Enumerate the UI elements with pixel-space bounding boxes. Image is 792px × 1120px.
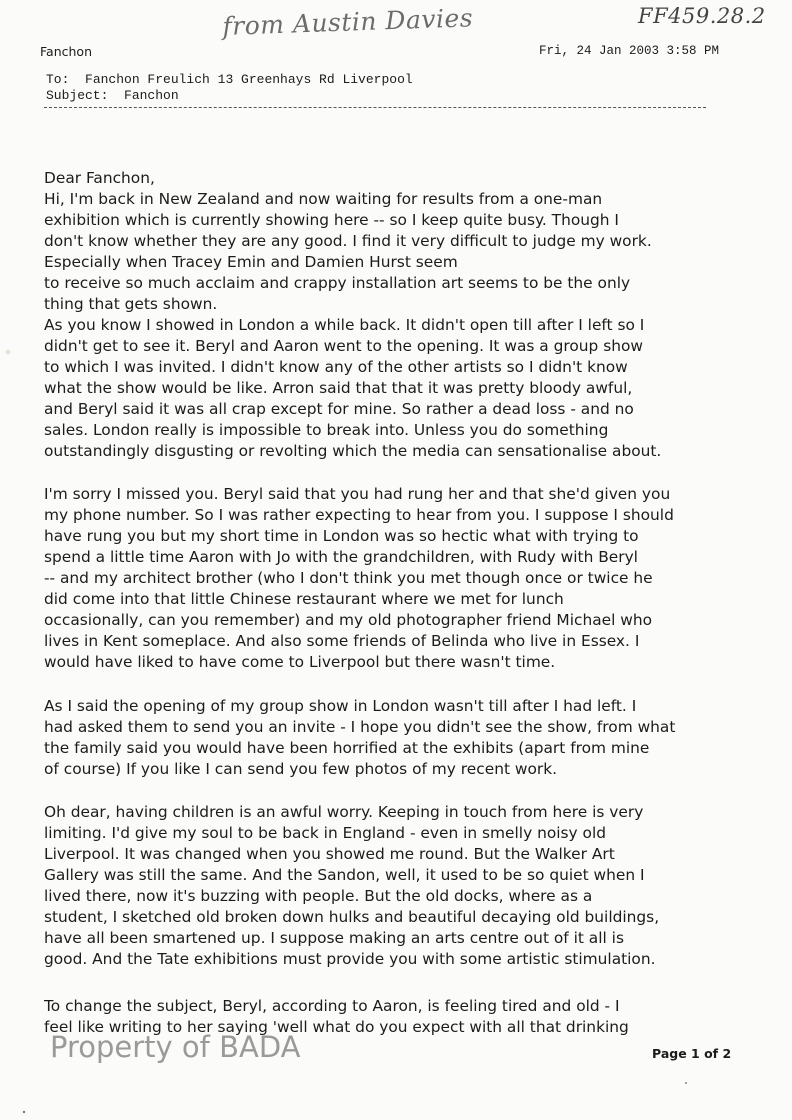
watermark: Property of BADA <box>50 1030 301 1064</box>
body-line: have all been smartened up. I suppose making an arts centre out of it all is <box>44 929 624 947</box>
scan-speck <box>23 1111 25 1113</box>
body-line: to which I was invited. I didn't know any of the other artists so I didn't know <box>44 358 628 376</box>
body-line: have rung you but my short time in London was so hectic what with trying to <box>44 527 639 545</box>
body-line: student, I sketched old broken down hulks and beautiful decaying old buildings, <box>44 908 660 926</box>
body-line: lives in Kent someplace. And also some friends of Belinda who live in Essex. I <box>44 632 640 650</box>
body-line: didn't get to see it. Beryl and Aaron went to the opening. It was a group show <box>44 337 643 355</box>
body-line: what the show would be like. Arron said that that it was pretty bloody awful, <box>44 379 633 397</box>
body-line: outstandingly disgusting or revolting which the media can sensationalise about. <box>44 442 662 460</box>
body-line: limiting. I'd give my soul to be back in England - even in smelly noisy old <box>44 824 606 842</box>
body-line: Liverpool. It was changed when you showed me round. But the Walker Art <box>44 845 615 863</box>
archive-reference-number: FF459.28.2 <box>638 4 766 28</box>
to-value: Fanchon Freulich 13 Greenhays Rd Liverpool <box>85 72 413 87</box>
sent-date: Fri, 24 Jan 2003 3:58 PM <box>539 44 720 58</box>
body-line: As I said the opening of my group show in London wasn't till after I had left. I <box>44 697 637 715</box>
subject-value: Fanchon <box>124 88 179 103</box>
body-line: don't know whether they are any good. I find it very difficult to judge my work. <box>44 232 652 250</box>
body-line: my phone number. So I was rather expecting to hear from you. I suppose I should <box>44 506 674 524</box>
body-line: did come into that little Chinese restaurant where we met for lunch <box>44 590 564 608</box>
to-label: To: <box>46 72 70 87</box>
body-line: spend a little time Aaron with Jo with the grandchildren, with Rudy with Beryl <box>44 548 638 566</box>
body-line: Hi, I'm back in New Zealand and now waiting for results from a one-man <box>44 190 603 208</box>
body-line: would have liked to have come to Liverpool but there wasn't time. <box>44 653 556 671</box>
sender-name: Fanchon <box>40 44 92 59</box>
body-line: -- and my architect brother (who I don't think you met though once or twice he <box>44 569 653 587</box>
body-line: and Beryl said it was all crap except for mine. So rather a dead loss - and no <box>44 400 634 418</box>
body-line: lived there, now it's buzzing with people. But the old docks, where as a <box>44 887 593 905</box>
body-line: occasionally, can you remember) and my old photographer friend Michael who <box>44 611 653 629</box>
handwritten-note: from Austin Davies <box>222 3 474 41</box>
body-line: Oh dear, having children is an awful worry. Keeping in touch from here is very <box>44 803 644 821</box>
body-line: of course) If you like I can send you few photos of my recent work. <box>44 760 558 778</box>
body-line: exhibition which is currently showing here -- so I keep quite busy. Though I <box>44 211 619 229</box>
body-line: Especially when Tracey Emin and Damien Hurst seem <box>44 253 458 271</box>
body-line: had asked them to send you an invite - I hope you didn't see the show, from what <box>44 718 676 736</box>
scan-speck <box>685 1082 687 1084</box>
body-line: I'm sorry I missed you. Beryl said that you had rung her and that she'd given you <box>44 485 671 503</box>
body-line: Gallery was still the same. And the Sandon, well, it used to be so quiet when I <box>44 866 645 884</box>
body-line: to receive so much acclaim and crappy installation art seems to be the only <box>44 274 631 292</box>
body-line: Dear Fanchon, <box>44 169 155 187</box>
body-line: good. And the Tate exhibitions must provide you with some artistic stimulation. <box>44 950 656 968</box>
body-line: feel like writing to her saying 'well what do you expect with all that drinking <box>44 1018 629 1036</box>
body-line: the family said you would have been horrified at the exhibits (apart from mine <box>44 739 650 757</box>
scan-speck <box>6 350 11 355</box>
body-line: sales. London really is impossible to break into. Unless you do something <box>44 421 609 439</box>
subject-label: Subject: <box>46 88 109 103</box>
body-line: To change the subject, Beryl, according to Aaron, is feeling tired and old - I <box>44 997 620 1015</box>
body-line: As you know I showed in London a while back. It didn't open till after I left so I <box>44 316 645 334</box>
body-line: thing that gets shown. <box>44 295 218 313</box>
page-number: Page 1 of 2 <box>652 1046 732 1061</box>
